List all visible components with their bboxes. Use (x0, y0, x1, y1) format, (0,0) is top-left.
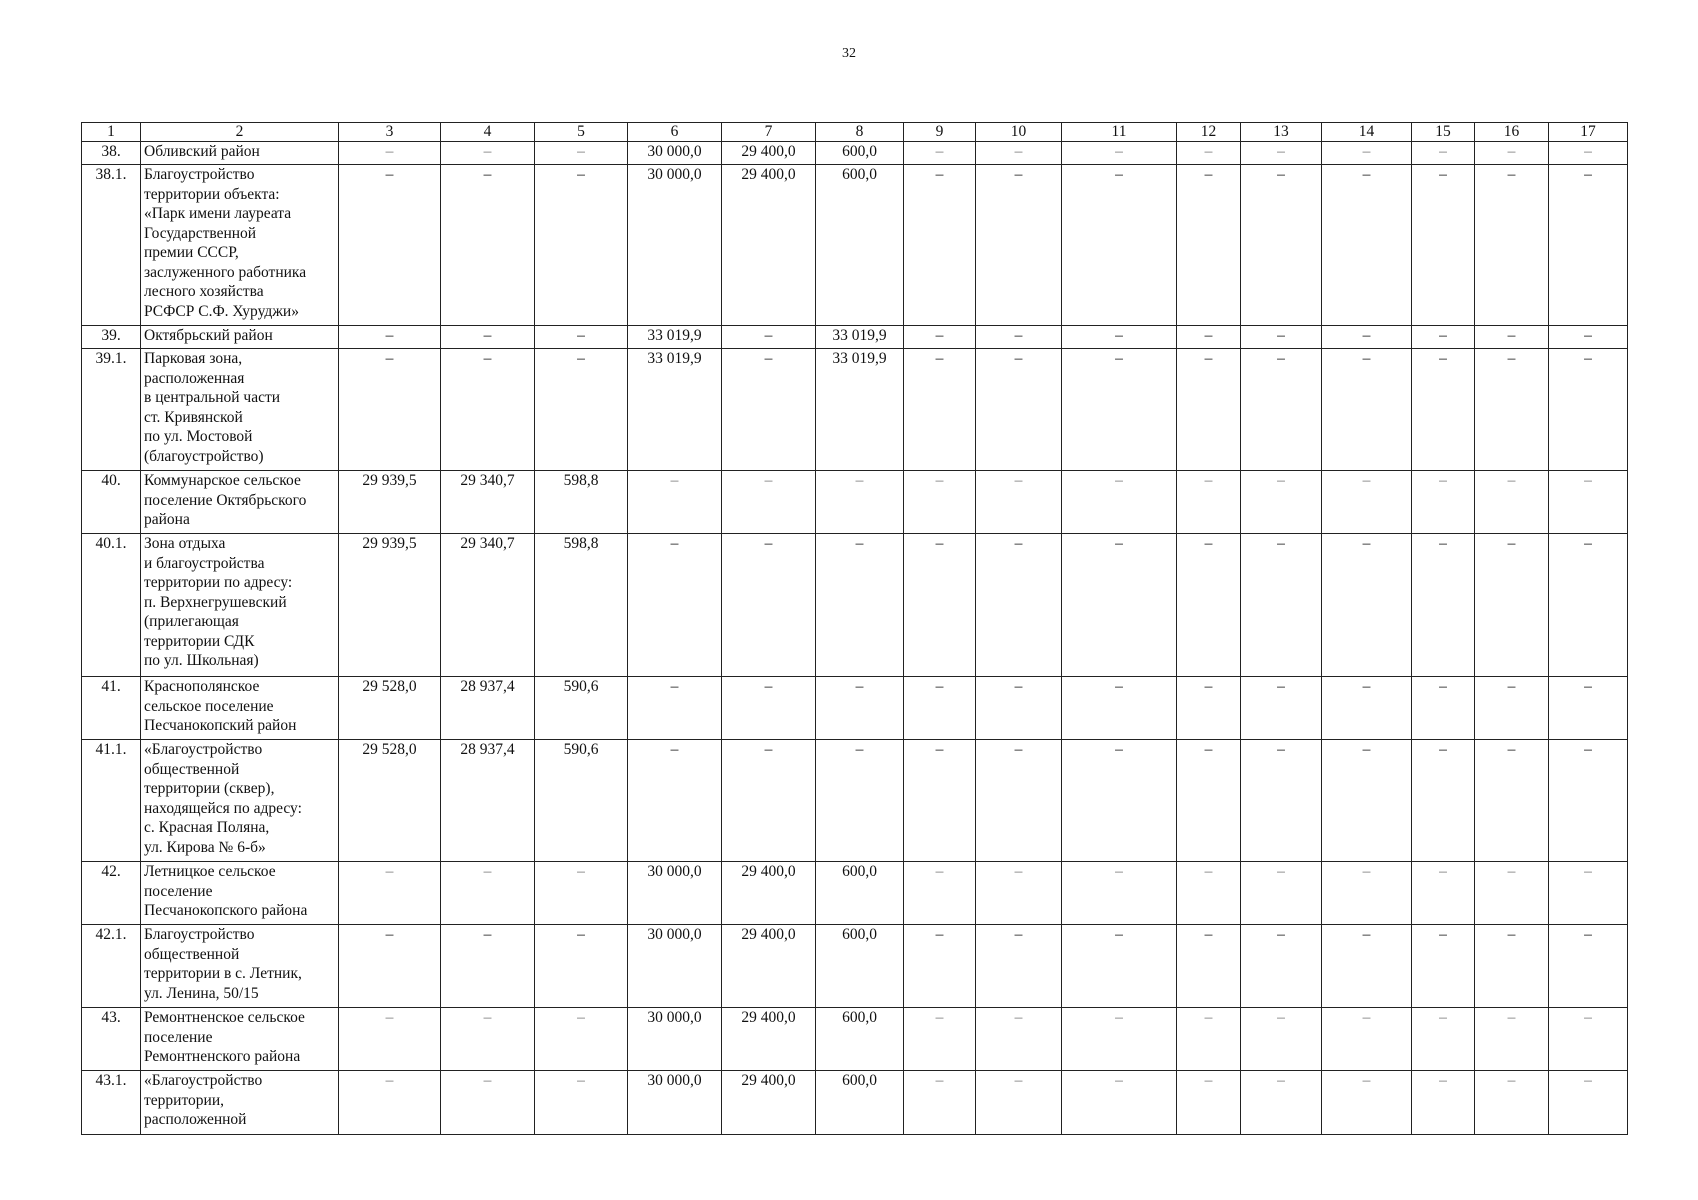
value-cell: – (339, 925, 441, 1008)
empty-value-cell: – (904, 142, 976, 165)
table-row (82, 862, 1628, 925)
table-row (82, 1071, 1628, 1135)
empty-value-cell: – (1549, 349, 1628, 471)
value-cell: 598,8 (535, 471, 628, 534)
value-cell: – (441, 1071, 535, 1135)
column-number-cell: 8 (816, 123, 904, 142)
table-row (82, 471, 1628, 534)
value-cell: 30 000,0 (628, 925, 722, 1008)
column-number-cell: 12 (1177, 123, 1241, 142)
empty-value-cell: – (1412, 862, 1475, 925)
empty-value-cell: – (1549, 1071, 1628, 1135)
column-number-cell: 16 (1475, 123, 1549, 142)
empty-value-cell: – (1322, 326, 1412, 349)
value-cell: – (628, 534, 722, 677)
column-number-cell: 7 (722, 123, 816, 142)
empty-value-cell: – (1322, 142, 1412, 165)
empty-value-cell: – (1062, 677, 1177, 740)
column-number-cell: 10 (976, 123, 1062, 142)
column-number-row (82, 123, 1628, 142)
value-cell: – (441, 326, 535, 349)
empty-value-cell: – (1412, 165, 1475, 326)
empty-value-cell: – (976, 1008, 1062, 1071)
empty-value-cell: – (1322, 534, 1412, 677)
value-cell: – (722, 349, 816, 471)
column-number-cell: 17 (1549, 123, 1628, 142)
value-cell: 590,6 (535, 677, 628, 740)
value-cell: – (441, 142, 535, 165)
empty-value-cell: – (1241, 326, 1322, 349)
table-body (82, 123, 1628, 1135)
empty-value-cell: – (1177, 677, 1241, 740)
empty-value-cell: – (1241, 677, 1322, 740)
table-row (82, 925, 1628, 1008)
table-row (82, 1008, 1628, 1071)
empty-value-cell: – (1241, 471, 1322, 534)
value-cell: – (722, 326, 816, 349)
empty-value-cell: – (1241, 925, 1322, 1008)
empty-value-cell: – (1475, 349, 1549, 471)
value-cell: – (535, 349, 628, 471)
value-cell: – (535, 925, 628, 1008)
row-number-cell: 41.1. (82, 740, 141, 862)
table-row (82, 534, 1628, 677)
empty-value-cell: – (1412, 1071, 1475, 1135)
row-name-cell: Обливский район (141, 142, 339, 165)
budget-table (81, 122, 1628, 1135)
row-number-cell: 38. (82, 142, 141, 165)
empty-value-cell: – (1549, 740, 1628, 862)
row-number-cell: 41. (82, 677, 141, 740)
value-cell: – (441, 165, 535, 326)
empty-value-cell: – (1475, 677, 1549, 740)
empty-value-cell: – (1177, 326, 1241, 349)
column-number-cell: 4 (441, 123, 535, 142)
value-cell: 33 019,9 (628, 326, 722, 349)
value-cell: – (339, 862, 441, 925)
value-cell: 33 019,9 (816, 349, 904, 471)
empty-value-cell: – (1062, 165, 1177, 326)
value-cell: – (628, 677, 722, 740)
row-number-cell: 43. (82, 1008, 141, 1071)
empty-value-cell: – (904, 1071, 976, 1135)
empty-value-cell: – (1322, 677, 1412, 740)
value-cell: – (535, 1008, 628, 1071)
value-cell: 30 000,0 (628, 1008, 722, 1071)
value-cell: 598,8 (535, 534, 628, 677)
empty-value-cell: – (1322, 471, 1412, 534)
value-cell: – (339, 326, 441, 349)
empty-value-cell: – (1549, 534, 1628, 677)
table-row (82, 349, 1628, 471)
row-number-cell: 38.1. (82, 165, 141, 326)
value-cell: 29 939,5 (339, 534, 441, 677)
row-number-cell: 39.1. (82, 349, 141, 471)
column-number-cell: 1 (82, 123, 141, 142)
empty-value-cell: – (1177, 925, 1241, 1008)
empty-value-cell: – (1412, 142, 1475, 165)
empty-value-cell: – (976, 677, 1062, 740)
empty-value-cell: – (904, 165, 976, 326)
row-name-cell: «Благоустройство общественной территории (сквер), находящейся по адресу: с. Красная Поляна, ул. Кирова № 6-б» (141, 740, 339, 862)
empty-value-cell: – (1475, 326, 1549, 349)
value-cell: – (339, 1008, 441, 1071)
empty-value-cell: – (976, 740, 1062, 862)
empty-value-cell: – (976, 534, 1062, 677)
value-cell: – (339, 349, 441, 471)
value-cell: 30 000,0 (628, 862, 722, 925)
page-number: 32 (842, 46, 856, 61)
value-cell: 29 340,7 (441, 471, 535, 534)
value-cell: 28 937,4 (441, 677, 535, 740)
empty-value-cell: – (1177, 740, 1241, 862)
value-cell: 29 340,7 (441, 534, 535, 677)
value-cell: – (535, 142, 628, 165)
column-number-cell: 3 (339, 123, 441, 142)
empty-value-cell: – (1322, 925, 1412, 1008)
empty-value-cell: – (1241, 534, 1322, 677)
table-row (82, 740, 1628, 862)
value-cell: – (535, 165, 628, 326)
value-cell: 29 528,0 (339, 740, 441, 862)
row-name-cell: Зона отдыха и благоустройства территории по адресу: п. Верхнегрушевский (прилегающая территории СДК по ул. Школьная) (141, 534, 339, 677)
empty-value-cell: – (1241, 740, 1322, 862)
empty-value-cell: – (1322, 1071, 1412, 1135)
empty-value-cell: – (1549, 1008, 1628, 1071)
row-name-cell: Благоустройство территории объекта: «Парк имени лауреата Государственной премии СССР, заслуженного работника лесного хозяйства РСФСР С.Ф. Хуруджи» (141, 165, 339, 326)
value-cell: – (628, 740, 722, 862)
value-cell: 600,0 (816, 142, 904, 165)
empty-value-cell: – (1241, 349, 1322, 471)
value-cell: – (722, 534, 816, 677)
column-number-cell: 6 (628, 123, 722, 142)
empty-value-cell: – (1412, 471, 1475, 534)
row-number-cell: 42. (82, 862, 141, 925)
empty-value-cell: – (976, 142, 1062, 165)
row-name-cell: Коммунарское сельское поселение Октябрьского района (141, 471, 339, 534)
table-row (82, 677, 1628, 740)
empty-value-cell: – (1549, 165, 1628, 326)
row-number-cell: 39. (82, 326, 141, 349)
row-number-cell: 42.1. (82, 925, 141, 1008)
value-cell: – (722, 677, 816, 740)
table-row (82, 165, 1628, 326)
empty-value-cell: – (1412, 740, 1475, 862)
row-name-cell: Летницкое сельское поселение Песчанокопского района (141, 862, 339, 925)
column-number-cell: 11 (1062, 123, 1177, 142)
empty-value-cell: – (1549, 862, 1628, 925)
empty-value-cell: – (1549, 142, 1628, 165)
value-cell: 29 528,0 (339, 677, 441, 740)
value-cell: 29 400,0 (722, 1008, 816, 1071)
column-number-cell: 2 (141, 123, 339, 142)
empty-value-cell: – (976, 862, 1062, 925)
value-cell: – (628, 471, 722, 534)
empty-value-cell: – (976, 471, 1062, 534)
value-cell: – (722, 471, 816, 534)
empty-value-cell: – (1412, 925, 1475, 1008)
value-cell: – (535, 862, 628, 925)
column-number-cell: 13 (1241, 123, 1322, 142)
empty-value-cell: – (976, 925, 1062, 1008)
empty-value-cell: – (1549, 677, 1628, 740)
row-name-cell: Октябрьский район (141, 326, 339, 349)
empty-value-cell: – (1475, 165, 1549, 326)
empty-value-cell: – (904, 326, 976, 349)
empty-value-cell: – (1177, 165, 1241, 326)
empty-value-cell: – (1062, 740, 1177, 862)
value-cell: 590,6 (535, 740, 628, 862)
value-cell: – (441, 862, 535, 925)
empty-value-cell: – (1241, 142, 1322, 165)
value-cell: 30 000,0 (628, 142, 722, 165)
empty-value-cell: – (1241, 165, 1322, 326)
value-cell: 29 400,0 (722, 165, 816, 326)
value-cell: 600,0 (816, 165, 904, 326)
empty-value-cell: – (1322, 740, 1412, 862)
empty-value-cell: – (1062, 1008, 1177, 1071)
empty-value-cell: – (1062, 925, 1177, 1008)
empty-value-cell: – (1475, 740, 1549, 862)
value-cell: 600,0 (816, 1008, 904, 1071)
empty-value-cell: – (1412, 677, 1475, 740)
empty-value-cell: – (1177, 471, 1241, 534)
value-cell: – (816, 677, 904, 740)
value-cell: – (339, 1071, 441, 1135)
empty-value-cell: – (1412, 1008, 1475, 1071)
column-number-cell: 15 (1412, 123, 1475, 142)
empty-value-cell: – (904, 862, 976, 925)
value-cell: 600,0 (816, 1071, 904, 1135)
empty-value-cell: – (1322, 349, 1412, 471)
value-cell: – (816, 471, 904, 534)
empty-value-cell: – (1241, 1071, 1322, 1135)
empty-value-cell: – (1475, 534, 1549, 677)
empty-value-cell: – (1062, 534, 1177, 677)
value-cell: 29 400,0 (722, 1071, 816, 1135)
empty-value-cell: – (1177, 1008, 1241, 1071)
value-cell: – (816, 534, 904, 677)
empty-value-cell: – (904, 349, 976, 471)
empty-value-cell: – (1412, 534, 1475, 677)
empty-value-cell: – (904, 677, 976, 740)
value-cell: – (535, 326, 628, 349)
value-cell: 29 400,0 (722, 142, 816, 165)
empty-value-cell: – (1475, 925, 1549, 1008)
empty-value-cell: – (1177, 534, 1241, 677)
value-cell: 600,0 (816, 862, 904, 925)
empty-value-cell: – (1241, 1008, 1322, 1071)
empty-value-cell: – (1549, 326, 1628, 349)
row-name-cell: Краснополянское сельское поселение Песчанокопский район (141, 677, 339, 740)
empty-value-cell: – (1549, 925, 1628, 1008)
row-name-cell: Парковая зона, расположенная в центральной части ст. Кривянской по ул. Мостовой (благоустройство) (141, 349, 339, 471)
value-cell: 28 937,4 (441, 740, 535, 862)
value-cell: – (722, 740, 816, 862)
empty-value-cell: – (1322, 165, 1412, 326)
empty-value-cell: – (1412, 326, 1475, 349)
empty-value-cell: – (1177, 862, 1241, 925)
value-cell: 30 000,0 (628, 1071, 722, 1135)
value-cell: – (339, 165, 441, 326)
value-cell: 33 019,9 (628, 349, 722, 471)
empty-value-cell: – (976, 349, 1062, 471)
value-cell: 29 939,5 (339, 471, 441, 534)
empty-value-cell: – (1322, 862, 1412, 925)
empty-value-cell: – (1322, 1008, 1412, 1071)
empty-value-cell: – (976, 165, 1062, 326)
row-number-cell: 40. (82, 471, 141, 534)
empty-value-cell: – (1549, 471, 1628, 534)
value-cell: – (441, 925, 535, 1008)
value-cell: 600,0 (816, 925, 904, 1008)
empty-value-cell: – (1062, 349, 1177, 471)
empty-value-cell: – (1062, 862, 1177, 925)
value-cell: 29 400,0 (722, 925, 816, 1008)
empty-value-cell: – (1475, 1071, 1549, 1135)
value-cell: 30 000,0 (628, 165, 722, 326)
empty-value-cell: – (976, 1071, 1062, 1135)
value-cell: – (339, 142, 441, 165)
value-cell: – (816, 740, 904, 862)
column-number-cell: 14 (1322, 123, 1412, 142)
empty-value-cell: – (1177, 349, 1241, 471)
row-name-cell: «Благоустройство территории, расположенной (141, 1071, 339, 1135)
empty-value-cell: – (1475, 862, 1549, 925)
value-cell: – (441, 1008, 535, 1071)
empty-value-cell: – (1475, 142, 1549, 165)
column-number-cell: 9 (904, 123, 976, 142)
empty-value-cell: – (1475, 471, 1549, 534)
empty-value-cell: – (1412, 349, 1475, 471)
column-number-cell: 5 (535, 123, 628, 142)
empty-value-cell: – (1241, 862, 1322, 925)
empty-value-cell: – (1062, 1071, 1177, 1135)
empty-value-cell: – (1177, 1071, 1241, 1135)
empty-value-cell: – (904, 925, 976, 1008)
empty-value-cell: – (904, 471, 976, 534)
value-cell: 29 400,0 (722, 862, 816, 925)
empty-value-cell: – (1475, 1008, 1549, 1071)
empty-value-cell: – (1177, 142, 1241, 165)
row-number-cell: 40.1. (82, 534, 141, 677)
value-cell: 33 019,9 (816, 326, 904, 349)
row-name-cell: Благоустройство общественной территории в с. Летник, ул. Ленина, 50/15 (141, 925, 339, 1008)
table-row (82, 326, 1628, 349)
empty-value-cell: – (1062, 142, 1177, 165)
table-row (82, 142, 1628, 165)
empty-value-cell: – (904, 1008, 976, 1071)
row-name-cell: Ремонтненское сельское поселение Ремонтненского района (141, 1008, 339, 1071)
empty-value-cell: – (904, 534, 976, 677)
empty-value-cell: – (1062, 326, 1177, 349)
empty-value-cell: – (1062, 471, 1177, 534)
value-cell: – (535, 1071, 628, 1135)
empty-value-cell: – (976, 326, 1062, 349)
empty-value-cell: – (904, 740, 976, 862)
row-number-cell: 43.1. (82, 1071, 141, 1135)
value-cell: – (441, 349, 535, 471)
